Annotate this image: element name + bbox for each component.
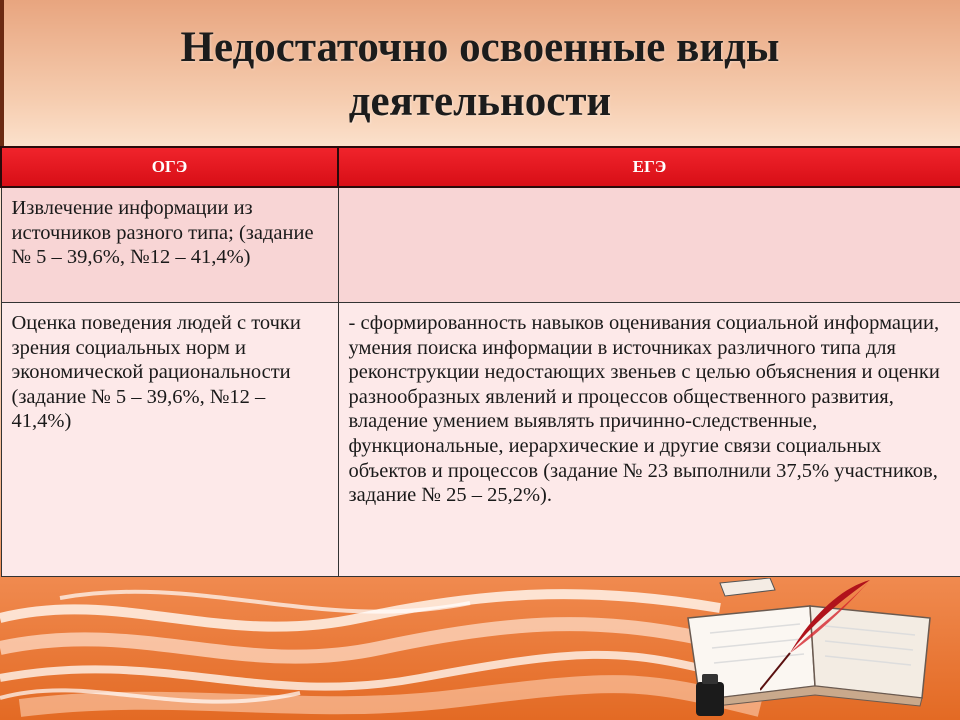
inkwell-icon (690, 670, 730, 720)
header-ege: ЕГЭ (338, 147, 960, 187)
quill-pen-icon (760, 578, 880, 720)
cell-oge: Извлечение информации из источников разного типа; (задание № 5 – 39,6%, №12 – 41,4%) (1, 187, 338, 303)
title-line-1: Недостаточно освоенные виды (180, 24, 780, 72)
title-line-2: деятельности (348, 78, 612, 125)
decorative-footer (0, 578, 960, 720)
header-oge: ОГЭ (1, 147, 338, 187)
table-header-row (1, 147, 960, 187)
table-row (1, 303, 960, 577)
cell-ege (338, 187, 960, 303)
left-border (0, 0, 4, 150)
cell-ege: - сформированность навыков оценивания социальной информации, умения поиска информации в источниках различного типа для реконструкции недостающих звеньев с целью объяснения и оценки разнообразных явлений и процессов общественного развития, владение умением выявлять причинно-следственные, функциональные, иерархические и другие связи социальных объектов и процессов (задание № 23 выполнили 37,5% участников, задание № 25 – 25,2%). (338, 303, 960, 577)
table-row (1, 187, 960, 303)
comparison-table (0, 146, 960, 577)
cell-oge: Оценка поведения людей с точки зрения социальных норм и экономической рациональности (задание № 5 – 39,6%, №12 – 41,4%) (1, 303, 338, 577)
slide-title (60, 6, 900, 144)
